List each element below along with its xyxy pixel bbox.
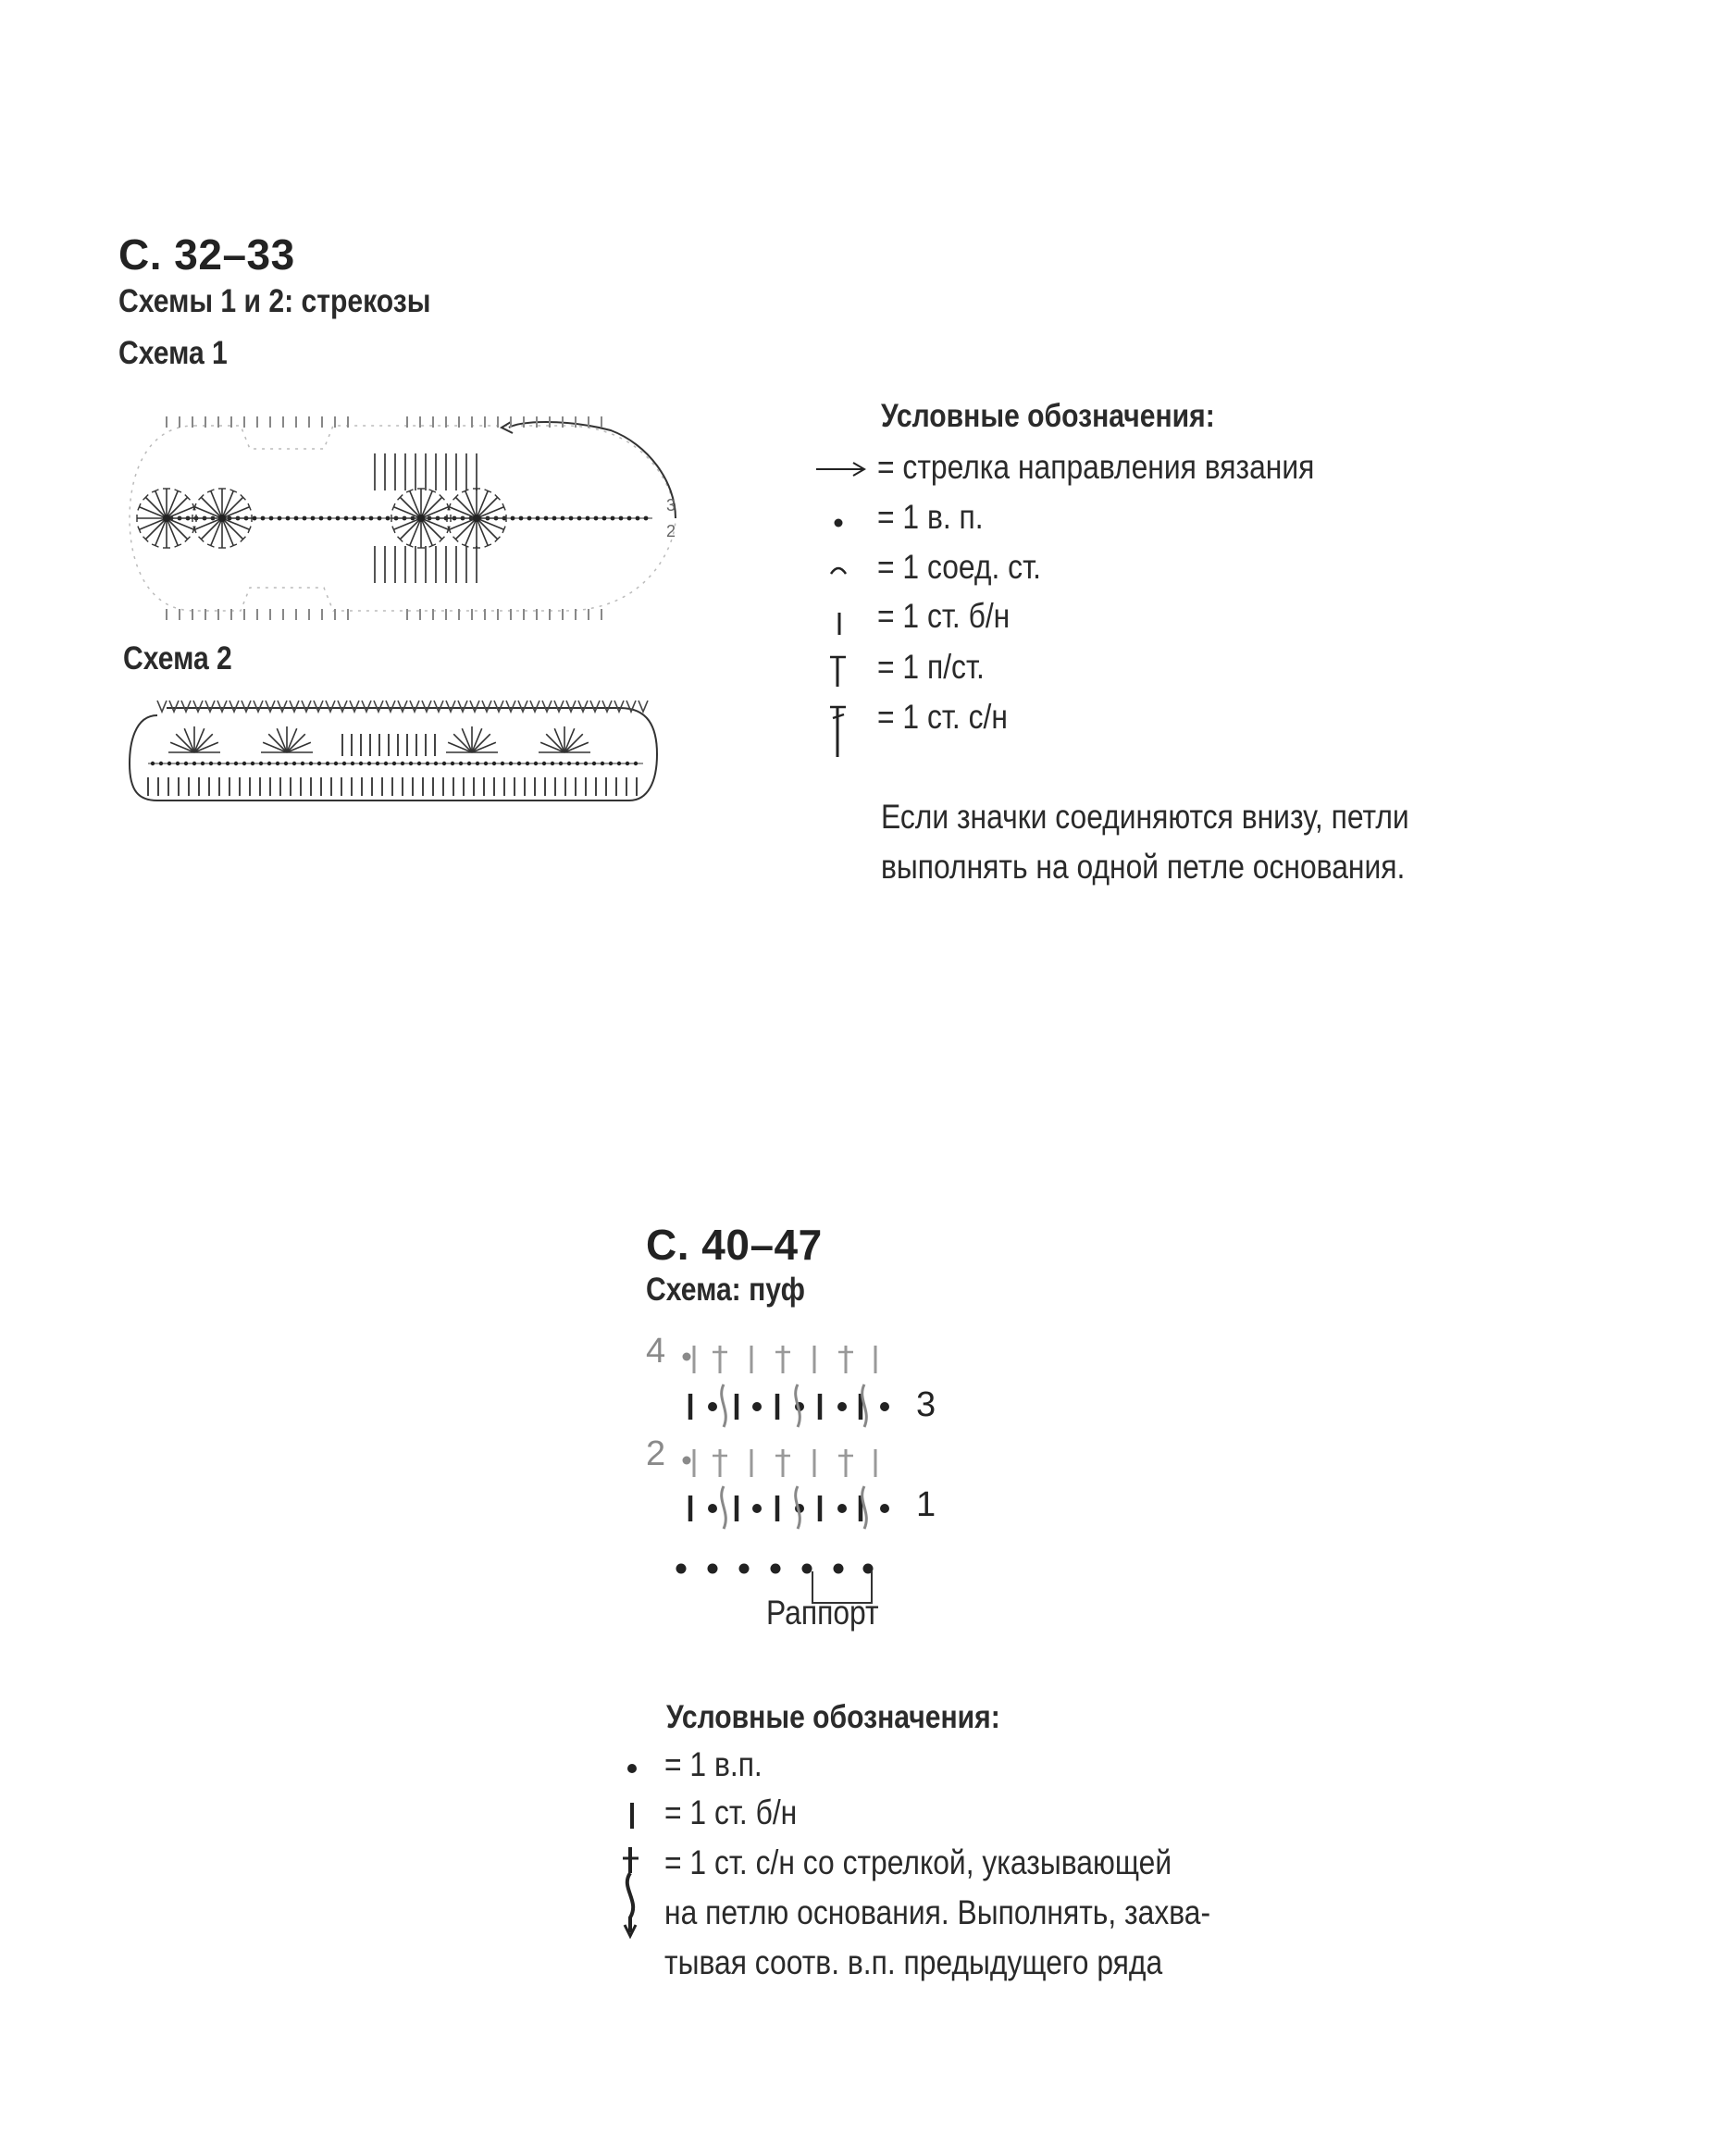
legend2-title: Условные обозначения: bbox=[666, 1699, 1000, 1735]
chain-dot bbox=[317, 762, 321, 765]
fan-4-ray bbox=[477, 518, 498, 540]
chain-dot bbox=[251, 762, 254, 765]
chain-dot bbox=[577, 516, 582, 521]
repeat-label: Раппорт bbox=[766, 1594, 879, 1632]
chain-dot bbox=[644, 516, 649, 521]
v-stitch bbox=[266, 701, 275, 712]
chain-dot bbox=[294, 516, 299, 521]
half-fan-ray bbox=[546, 734, 564, 752]
fan-3-center bbox=[417, 515, 425, 522]
v-stitch bbox=[518, 701, 527, 712]
row-start-dot bbox=[683, 1457, 691, 1465]
chain-dot bbox=[311, 516, 316, 521]
v-stitch bbox=[169, 701, 179, 712]
half-fan-ray bbox=[472, 734, 490, 752]
chain-dot bbox=[584, 762, 588, 765]
row-label-1: 1 bbox=[916, 1485, 936, 1524]
chain-dot bbox=[361, 516, 366, 521]
base-dot bbox=[834, 1564, 844, 1574]
chain-dot bbox=[708, 1402, 717, 1411]
page-ref-2: С. 40–47 bbox=[646, 1221, 823, 1269]
legend1-note bbox=[881, 792, 1409, 892]
chain-dot bbox=[536, 516, 540, 521]
chain-dot bbox=[292, 762, 296, 765]
half-fan-ray bbox=[194, 734, 213, 752]
scheme2-label: Схема 2 bbox=[123, 640, 232, 676]
chain-dot bbox=[467, 762, 471, 765]
base-dot bbox=[708, 1564, 718, 1574]
v-stitch bbox=[614, 701, 624, 712]
chain-dot bbox=[278, 516, 282, 521]
legend2-item-bar: = 1 ст. б/н bbox=[664, 1793, 798, 1831]
legend1-item-arrow: = стрелка направления вязания bbox=[877, 448, 1315, 486]
v-stitch bbox=[578, 701, 588, 712]
arrow-icon bbox=[814, 455, 870, 483]
hook-loop bbox=[862, 1384, 867, 1427]
fan-4-ray bbox=[455, 518, 477, 540]
chain-dot bbox=[209, 762, 213, 765]
row-start-dot bbox=[683, 1353, 691, 1361]
chain-dot bbox=[151, 762, 155, 765]
fan-4-center bbox=[473, 515, 480, 522]
fan-1-ray bbox=[167, 497, 188, 518]
v-stitch bbox=[590, 701, 600, 712]
chain-dot bbox=[267, 762, 271, 765]
chain-dot bbox=[517, 762, 521, 765]
chain-dot bbox=[303, 516, 307, 521]
v-stitch bbox=[639, 701, 648, 712]
chain-dot bbox=[627, 516, 632, 521]
v-stitch bbox=[602, 701, 612, 712]
chain-dot bbox=[334, 762, 338, 765]
fan-3-ray bbox=[400, 497, 421, 518]
v-stitch bbox=[157, 701, 167, 712]
hook-loop bbox=[722, 1384, 726, 1427]
row-label-4: 4 bbox=[646, 1332, 666, 1371]
arc-icon bbox=[829, 555, 851, 583]
chain-dot bbox=[484, 762, 488, 765]
v-stitch bbox=[554, 701, 564, 712]
v-stitch bbox=[422, 701, 431, 712]
v-stitch bbox=[254, 701, 263, 712]
v-stitch bbox=[458, 701, 467, 712]
chain-dot bbox=[376, 762, 379, 765]
v-stitch bbox=[530, 701, 539, 712]
chain-dot bbox=[176, 762, 180, 765]
chain-dot bbox=[378, 516, 382, 521]
chain-dot bbox=[459, 762, 463, 765]
chain-dot bbox=[542, 762, 546, 765]
chain-dot bbox=[569, 516, 574, 521]
chain-dot bbox=[301, 762, 304, 765]
page-ref-1: С. 32–33 bbox=[118, 230, 295, 279]
chain-dot bbox=[552, 516, 557, 521]
v-stitch bbox=[229, 701, 239, 712]
chain-dot bbox=[359, 762, 363, 765]
chain-dot bbox=[434, 762, 438, 765]
chain-dot bbox=[551, 762, 554, 765]
v-stitch bbox=[242, 701, 251, 712]
hooked-line-1: = 1 ст. с/н со стрелкой, указывающей bbox=[664, 1843, 1172, 1881]
half-fan-ray bbox=[564, 734, 583, 752]
chain-dot bbox=[752, 1504, 762, 1513]
legend1-title: Условные обозначения: bbox=[881, 398, 1215, 434]
half-fan-ray bbox=[453, 734, 472, 752]
legend1-item-cross: = 1 ст. с/н bbox=[877, 698, 1008, 736]
legend2-item-dot: = 1 в.п. bbox=[664, 1745, 763, 1783]
v-stitch bbox=[506, 701, 515, 712]
v-stitch bbox=[193, 701, 203, 712]
fan-2-center bbox=[218, 515, 226, 522]
chain-dot bbox=[451, 762, 454, 765]
half-fan-ray bbox=[176, 734, 194, 752]
fan-1-ray bbox=[145, 518, 167, 540]
hooked-line-3: тывая соотв. в.п. предыдущего ряда bbox=[664, 1943, 1163, 1981]
v-stitch bbox=[338, 701, 347, 712]
v-stitch bbox=[217, 701, 227, 712]
bar-icon bbox=[831, 603, 849, 640]
chain-dot bbox=[509, 762, 513, 765]
direction-arrow-top bbox=[509, 422, 676, 518]
chain-dot bbox=[253, 516, 257, 521]
legend1-item-t: = 1 п/ст. bbox=[877, 648, 985, 686]
chain-dot bbox=[611, 516, 615, 521]
chain-dot bbox=[526, 762, 529, 765]
row-label-3: 3 bbox=[916, 1385, 936, 1424]
chain-dot bbox=[392, 762, 396, 765]
v-stitch bbox=[386, 701, 395, 712]
fan-3-ray bbox=[421, 518, 442, 540]
chain-dot bbox=[226, 762, 229, 765]
subtitle-2: Схема: пуф bbox=[646, 1272, 805, 1308]
chain-dot bbox=[636, 516, 640, 521]
chain-dot bbox=[609, 762, 613, 765]
hook-loop bbox=[862, 1486, 867, 1529]
v-stitch bbox=[434, 701, 443, 712]
chain-dot bbox=[594, 516, 599, 521]
chain-dot bbox=[269, 516, 274, 521]
half-fan-ray bbox=[287, 734, 305, 752]
chain-dot bbox=[367, 762, 371, 765]
chain-dot bbox=[602, 516, 607, 521]
v-stitch bbox=[205, 701, 215, 712]
chain-dot bbox=[309, 762, 313, 765]
fan-2-ray bbox=[201, 518, 222, 540]
chain-dot bbox=[880, 1402, 889, 1411]
chain-dot bbox=[319, 516, 324, 521]
chain-dot bbox=[409, 762, 413, 765]
scheme2-diagram bbox=[130, 689, 676, 819]
chain-dot bbox=[534, 762, 538, 765]
chain-dot bbox=[417, 762, 421, 765]
chain-dot bbox=[476, 762, 479, 765]
chain-dot bbox=[442, 762, 446, 765]
hook-loop bbox=[722, 1486, 726, 1529]
base-dot bbox=[676, 1564, 687, 1574]
chain-dot bbox=[586, 516, 590, 521]
hooked-line-2: на петлю основания. Выполнять, захва- bbox=[664, 1893, 1211, 1931]
chain-dot bbox=[328, 516, 332, 521]
chain-dot bbox=[184, 762, 188, 765]
chain-dot bbox=[626, 762, 629, 765]
scheme1-diagram bbox=[130, 407, 759, 629]
v-stitch bbox=[374, 701, 383, 712]
chain-dot bbox=[261, 516, 266, 521]
bar-icon bbox=[624, 1795, 642, 1832]
legend1-item-bar: = 1 ст. б/н bbox=[877, 597, 1011, 635]
chain-dot bbox=[426, 762, 429, 765]
row-number: 3 bbox=[666, 496, 676, 515]
scheme1-label: Схема 1 bbox=[118, 335, 228, 371]
chain-dot bbox=[259, 762, 263, 765]
puff-chart bbox=[639, 1333, 953, 1620]
chain-dot bbox=[592, 762, 596, 765]
v-stitch bbox=[446, 701, 455, 712]
chain-dot bbox=[336, 516, 341, 521]
chain-dot bbox=[567, 762, 571, 765]
chain-dot bbox=[617, 762, 621, 765]
v-stitch bbox=[566, 701, 576, 712]
v-stitch bbox=[278, 701, 287, 712]
row-number: 2 bbox=[666, 522, 676, 540]
base-dot bbox=[771, 1564, 781, 1574]
chain-dot bbox=[619, 516, 624, 521]
chain-dot bbox=[519, 516, 524, 521]
chain-dot bbox=[576, 762, 579, 765]
chain-dot bbox=[401, 762, 404, 765]
v-stitch bbox=[398, 701, 407, 712]
fan-4-ray bbox=[455, 497, 477, 518]
chain-dot bbox=[234, 762, 238, 765]
chain-dot bbox=[880, 1504, 889, 1513]
v-stitch bbox=[470, 701, 479, 712]
chain-dot bbox=[276, 762, 279, 765]
chain-dot bbox=[601, 762, 604, 765]
chain-dot bbox=[201, 762, 205, 765]
fan-3-ray bbox=[421, 497, 442, 518]
chain-dot bbox=[217, 762, 221, 765]
fan-1-center bbox=[163, 515, 170, 522]
chain-dot bbox=[511, 516, 515, 521]
chain-dot bbox=[344, 516, 349, 521]
chain-dot bbox=[634, 762, 638, 765]
v-stitch bbox=[181, 701, 191, 712]
chain-dot bbox=[351, 762, 354, 765]
t-icon bbox=[827, 650, 851, 690]
v-stitch bbox=[494, 701, 503, 712]
row-label-2: 2 bbox=[646, 1434, 666, 1473]
v-stitch bbox=[326, 701, 335, 712]
v-stitch bbox=[482, 701, 491, 712]
dot-icon bbox=[624, 1754, 642, 1781]
chain-dot bbox=[242, 762, 246, 765]
chain-dot bbox=[342, 762, 346, 765]
note-line-2: выполнять на одной петле основания. bbox=[881, 848, 1406, 886]
v-stitch bbox=[350, 701, 359, 712]
subtitle-1: Схемы 1 и 2: стрекозы bbox=[118, 283, 431, 319]
note-line-1: Если значки соединяются внизу, петли bbox=[881, 798, 1409, 836]
base-dot bbox=[802, 1564, 812, 1574]
v-stitch bbox=[314, 701, 323, 712]
chain-dot bbox=[837, 1402, 847, 1411]
dot-icon bbox=[831, 507, 849, 535]
fan-4-ray bbox=[477, 497, 498, 518]
v-stitch bbox=[290, 701, 299, 712]
chain-dot bbox=[384, 762, 388, 765]
chain-dot bbox=[492, 762, 496, 765]
v-stitch bbox=[302, 701, 311, 712]
half-fan-ray bbox=[268, 734, 287, 752]
chain-dot bbox=[192, 762, 196, 765]
chain-dot bbox=[159, 762, 163, 765]
chain-dot bbox=[561, 516, 565, 521]
chain-dot bbox=[837, 1504, 847, 1513]
fan-3-ray bbox=[400, 518, 421, 540]
fan-2-ray bbox=[222, 518, 243, 540]
fan-2-ray bbox=[222, 497, 243, 518]
base-dot bbox=[739, 1564, 750, 1574]
chain-dot bbox=[527, 516, 532, 521]
v-stitch bbox=[362, 701, 371, 712]
chain-dot bbox=[559, 762, 563, 765]
chain-dot bbox=[167, 762, 171, 765]
hooked-cross-icon bbox=[618, 1842, 650, 1943]
legend1-item-dot: = 1 в. п. bbox=[877, 498, 984, 536]
chain-dot bbox=[353, 516, 357, 521]
fan-2-ray bbox=[201, 497, 222, 518]
chain-dot bbox=[752, 1402, 762, 1411]
cross-icon bbox=[827, 696, 851, 761]
legend1-item-arc: = 1 соед. ст. bbox=[877, 548, 1041, 586]
chain-dot bbox=[501, 762, 504, 765]
chain-dot bbox=[326, 762, 329, 765]
chain-dot bbox=[284, 762, 288, 765]
v-stitch bbox=[410, 701, 419, 712]
chain-dot bbox=[369, 516, 374, 521]
chain-dot bbox=[286, 516, 291, 521]
fan-1-ray bbox=[145, 497, 167, 518]
chain-dot bbox=[708, 1504, 717, 1513]
v-stitch bbox=[542, 701, 552, 712]
chain-dot bbox=[386, 516, 391, 521]
chain-dot bbox=[544, 516, 549, 521]
legend2-item-hooked bbox=[664, 1838, 1210, 1988]
fan-1-ray bbox=[167, 518, 188, 540]
